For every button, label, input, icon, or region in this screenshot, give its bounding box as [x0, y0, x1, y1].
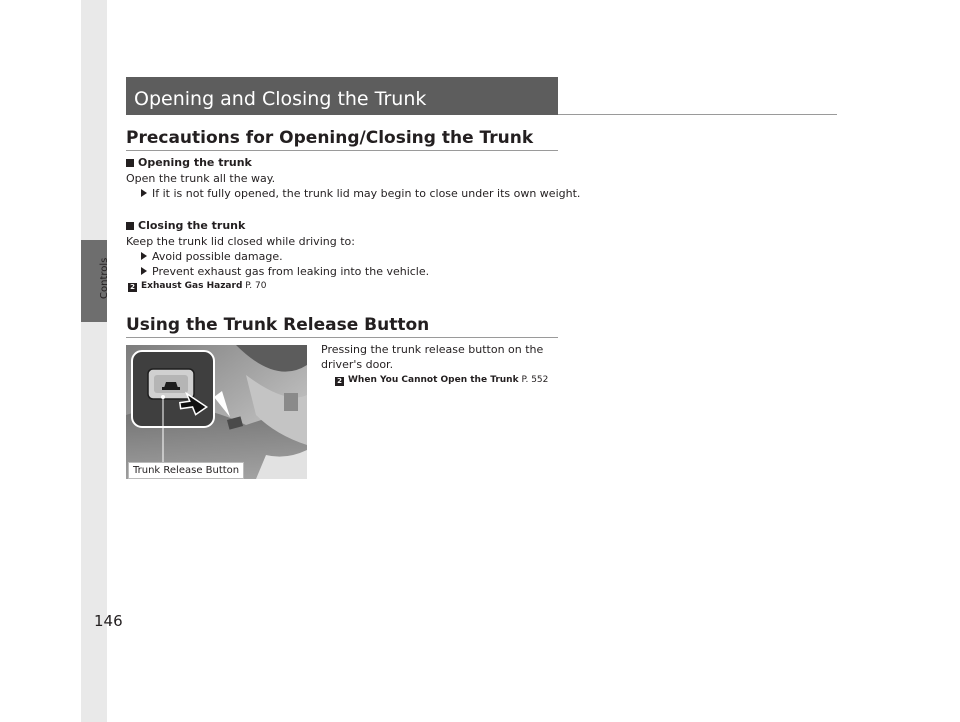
cross-reference-icon: 2: [128, 283, 137, 292]
release-text-line1: Pressing the trunk release button on the: [321, 343, 544, 356]
sub-heading-text: Closing the trunk: [138, 219, 246, 232]
title-rule: [558, 114, 837, 115]
bullet-text: If it is not fully opened, the trunk lid may begin to close under its own weight.: [152, 187, 581, 200]
arrow-bullet-icon: [141, 189, 147, 197]
bullet-text: Avoid possible damage.: [152, 250, 283, 263]
section-rule: [126, 337, 558, 338]
page-title: Opening and Closing the Trunk: [134, 88, 427, 110]
section-heading-release: Using the Trunk Release Button: [126, 315, 430, 335]
opening-text: Open the trunk all the way.: [126, 172, 276, 185]
cross-reference-icon: 2: [335, 377, 344, 386]
cross-reference[interactable]: [128, 281, 266, 292]
page-number: 146: [94, 612, 123, 630]
cross-reference-page: P. 552: [521, 375, 549, 385]
cross-reference-title: When You Cannot Open the Trunk: [348, 375, 519, 385]
square-bullet-icon: [126, 222, 134, 230]
bullet-item: [141, 187, 580, 200]
arrow-bullet-icon: [141, 267, 147, 275]
closing-text: Keep the trunk lid closed while driving to:: [126, 235, 355, 248]
sub-heading-text: Opening the trunk: [138, 156, 252, 169]
image-callout-label: Trunk Release Button: [128, 462, 244, 479]
section-heading-precautions: Precautions for Opening/Closing the Trunk: [126, 128, 534, 148]
side-tab-label: Controls: [99, 257, 110, 299]
release-text-line2: driver's door.: [321, 358, 394, 371]
arrow-bullet-icon: [141, 252, 147, 260]
bullet-text: Prevent exhaust gas from leaking into the vehicle.: [152, 265, 430, 278]
sub-heading-closing: [126, 219, 245, 232]
trunk-release-photo: [126, 345, 307, 479]
cross-reference[interactable]: [335, 375, 548, 386]
door-panel-illustration: [126, 345, 307, 479]
section-rule: [126, 150, 558, 151]
bullet-item: [141, 265, 429, 278]
bullet-item: [141, 250, 283, 263]
square-bullet-icon: [126, 159, 134, 167]
cross-reference-page: P. 70: [245, 281, 267, 291]
sub-heading-opening: [126, 156, 252, 169]
cross-reference-title: Exhaust Gas Hazard: [141, 281, 243, 291]
